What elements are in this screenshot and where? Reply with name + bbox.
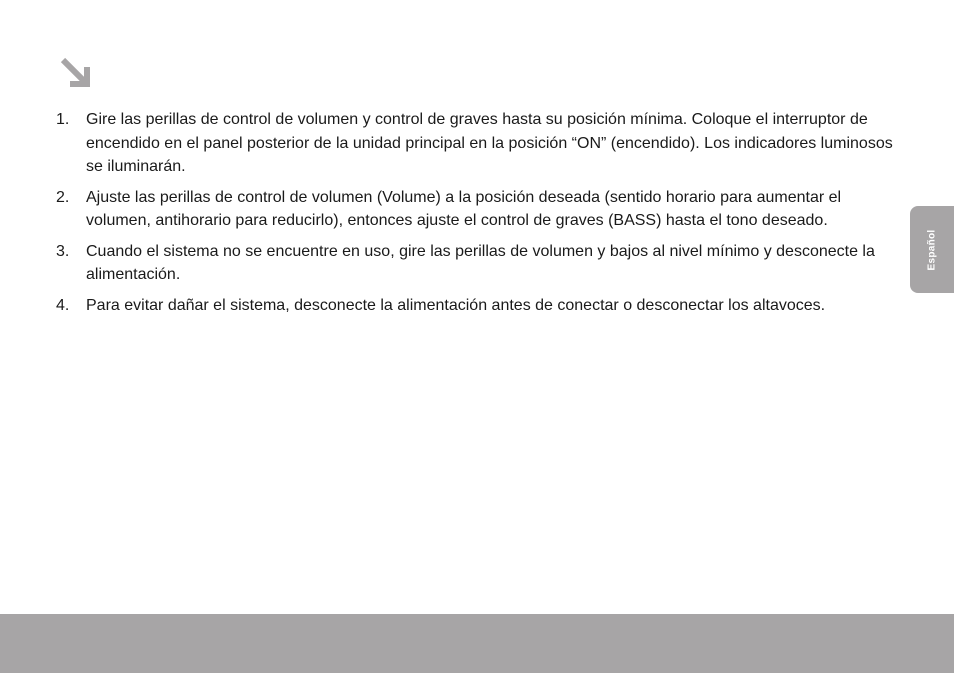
- step-text: Ajuste las perillas de control de volumen (Volume) a la posición deseada (sentido horario para aumentar el volumen, antihorario para reducirlo), entonces ajuste el control de graves (BASS) hasta el tono deseado.: [86, 188, 842, 229]
- step-number: 3.: [56, 242, 70, 260]
- list-item: [56, 294, 900, 318]
- instructions-list: [56, 108, 900, 324]
- footer-band: [0, 614, 954, 673]
- arrow-down-right-icon: [57, 54, 95, 92]
- step-number: 4.: [56, 296, 70, 314]
- language-tab: [910, 206, 954, 293]
- list-item: [56, 108, 900, 179]
- step-text: Para evitar dañar el sistema, desconecte la alimentación antes de conectar o desconectar los altavoces.: [86, 296, 826, 314]
- step-text: Gire las perillas de control de volumen y control de graves hasta su posición mínima. Coloque el interruptor de encendido en el panel posterior de la unidad principal en la posición “ON” (encendido). Los indicadores luminosos se iluminarán.: [86, 111, 893, 175]
- step-number: 2.: [56, 188, 70, 206]
- list-item: [56, 240, 900, 287]
- step-text: Cuando el sistema no se encuentre en uso, gire las perillas de volumen y bajos al nivel mínimo y desconecte la alimentación.: [86, 242, 875, 283]
- list-item: [56, 186, 900, 233]
- step-number: 1.: [56, 111, 70, 128]
- language-tab-label: Español: [926, 229, 938, 270]
